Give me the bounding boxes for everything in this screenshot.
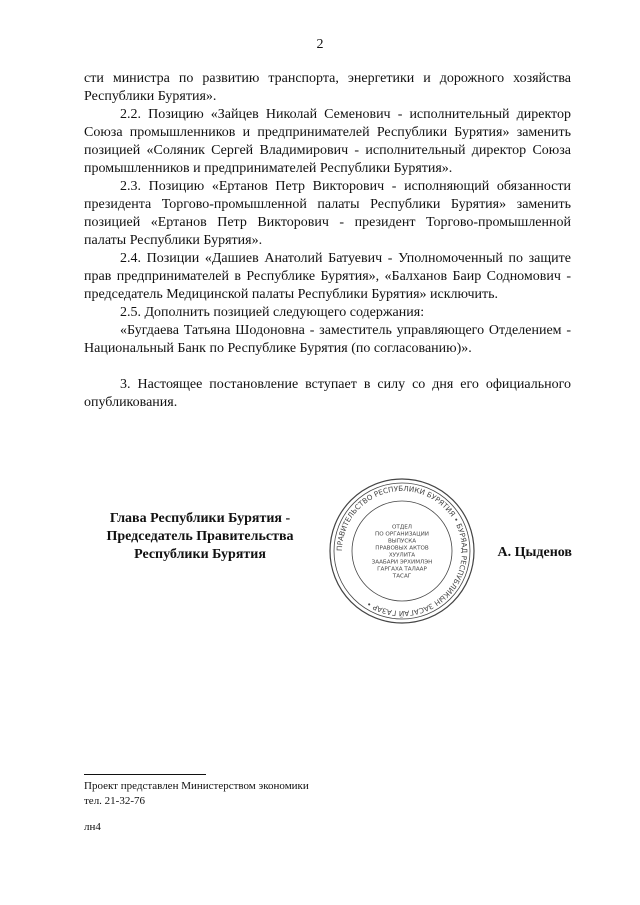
seal-inner-line: ЗААБАРИ ЭРХИМЛЭН xyxy=(371,559,433,566)
paragraph-2-5: 2.5. Дополнить позицией следующего содержания: xyxy=(120,305,425,320)
paragraph-2-2: 2.2. Позицию «Зайцев Николай Семенович - исполнительный директор Союза промышленников и предпринимателей Республики Бурятия» заменить позицией «Соляник Сергей Владимирович - исполнительный директор Союза промышленников и предпринимателей Республики Бурятия». xyxy=(84,107,571,176)
footnote-line: тел. 21-32-76 xyxy=(84,795,146,807)
paragraph-2-3: 2.3. Позицию «Ертанов Петр Викторович - исполняющий обязанности президента Торгово-промышленной палаты Республики Бурятия» заменить позицией «Ертанов Петр Викторович - президент Торгово-промышленной палаты Республики Бурятия». xyxy=(84,179,571,248)
seal-outer-text: ПРАВИТЕЛЬСТВО РЕСПУБЛИКИ БУРЯТИЯ • БУРЯАД РЕСПУБЛИКЫН ЗАСАГАЙ ГАЗАР • xyxy=(334,483,470,619)
document-code: лн4 xyxy=(84,821,101,833)
paragraph-2-4: 2.4. Позиции «Дашиев Анатолий Батуевич - Уполномоченный по защите прав предпринимателей в Республике Бурятия», «Балханов Баир Содномович - председатель Медицинской палаты Республики Бурятия» исключить. xyxy=(84,251,571,302)
signatory-title-line: Республики Бурятия xyxy=(134,547,266,562)
footnote xyxy=(84,779,309,835)
seal-inner-line: ВЫПУСКА xyxy=(387,538,417,545)
seal-inner-line: ОТДЕЛ xyxy=(392,524,412,531)
paragraph-continuation: сти министра по развитию транспорта, энергетики и дорожного хозяйства Республики Бурятия». xyxy=(84,71,571,104)
signatory-title-line: Председатель Правительства xyxy=(106,529,294,544)
official-seal-stamp xyxy=(327,476,477,626)
footnote-divider xyxy=(84,774,206,775)
signatory-title-line: Глава Республики Бурятия - xyxy=(109,511,291,526)
seal-inner-text xyxy=(372,525,433,580)
page-number: 2 xyxy=(316,37,324,52)
paragraph-3: 3. Настоящее постановление вступает в силу со дня его официального опубликования. xyxy=(84,377,571,410)
seal-inner-line: ГАРГАХА ТАЛААР xyxy=(377,566,427,573)
footnote-line: Проект представлен Министерством экономики xyxy=(84,780,309,792)
seal-inner-line: ТАСАГ xyxy=(392,573,412,580)
signatory-title xyxy=(60,510,340,564)
signatory-name: А. Цыденов xyxy=(497,545,572,560)
paragraph-2-5-content: «Бугдаева Татьяна Шодоновна - заместитель управляющего Отделением - Национальный Банк по Республике Бурятия (по согласованию)». xyxy=(84,323,571,356)
seal-inner-line: ПРАВОВЫХ АКТОВ xyxy=(375,545,429,552)
seal-inner-line: ПО ОРГАНИЗАЦИИ xyxy=(375,531,429,538)
seal-inner-line: ХУУЛИТА xyxy=(388,552,416,559)
document-body xyxy=(84,70,571,412)
